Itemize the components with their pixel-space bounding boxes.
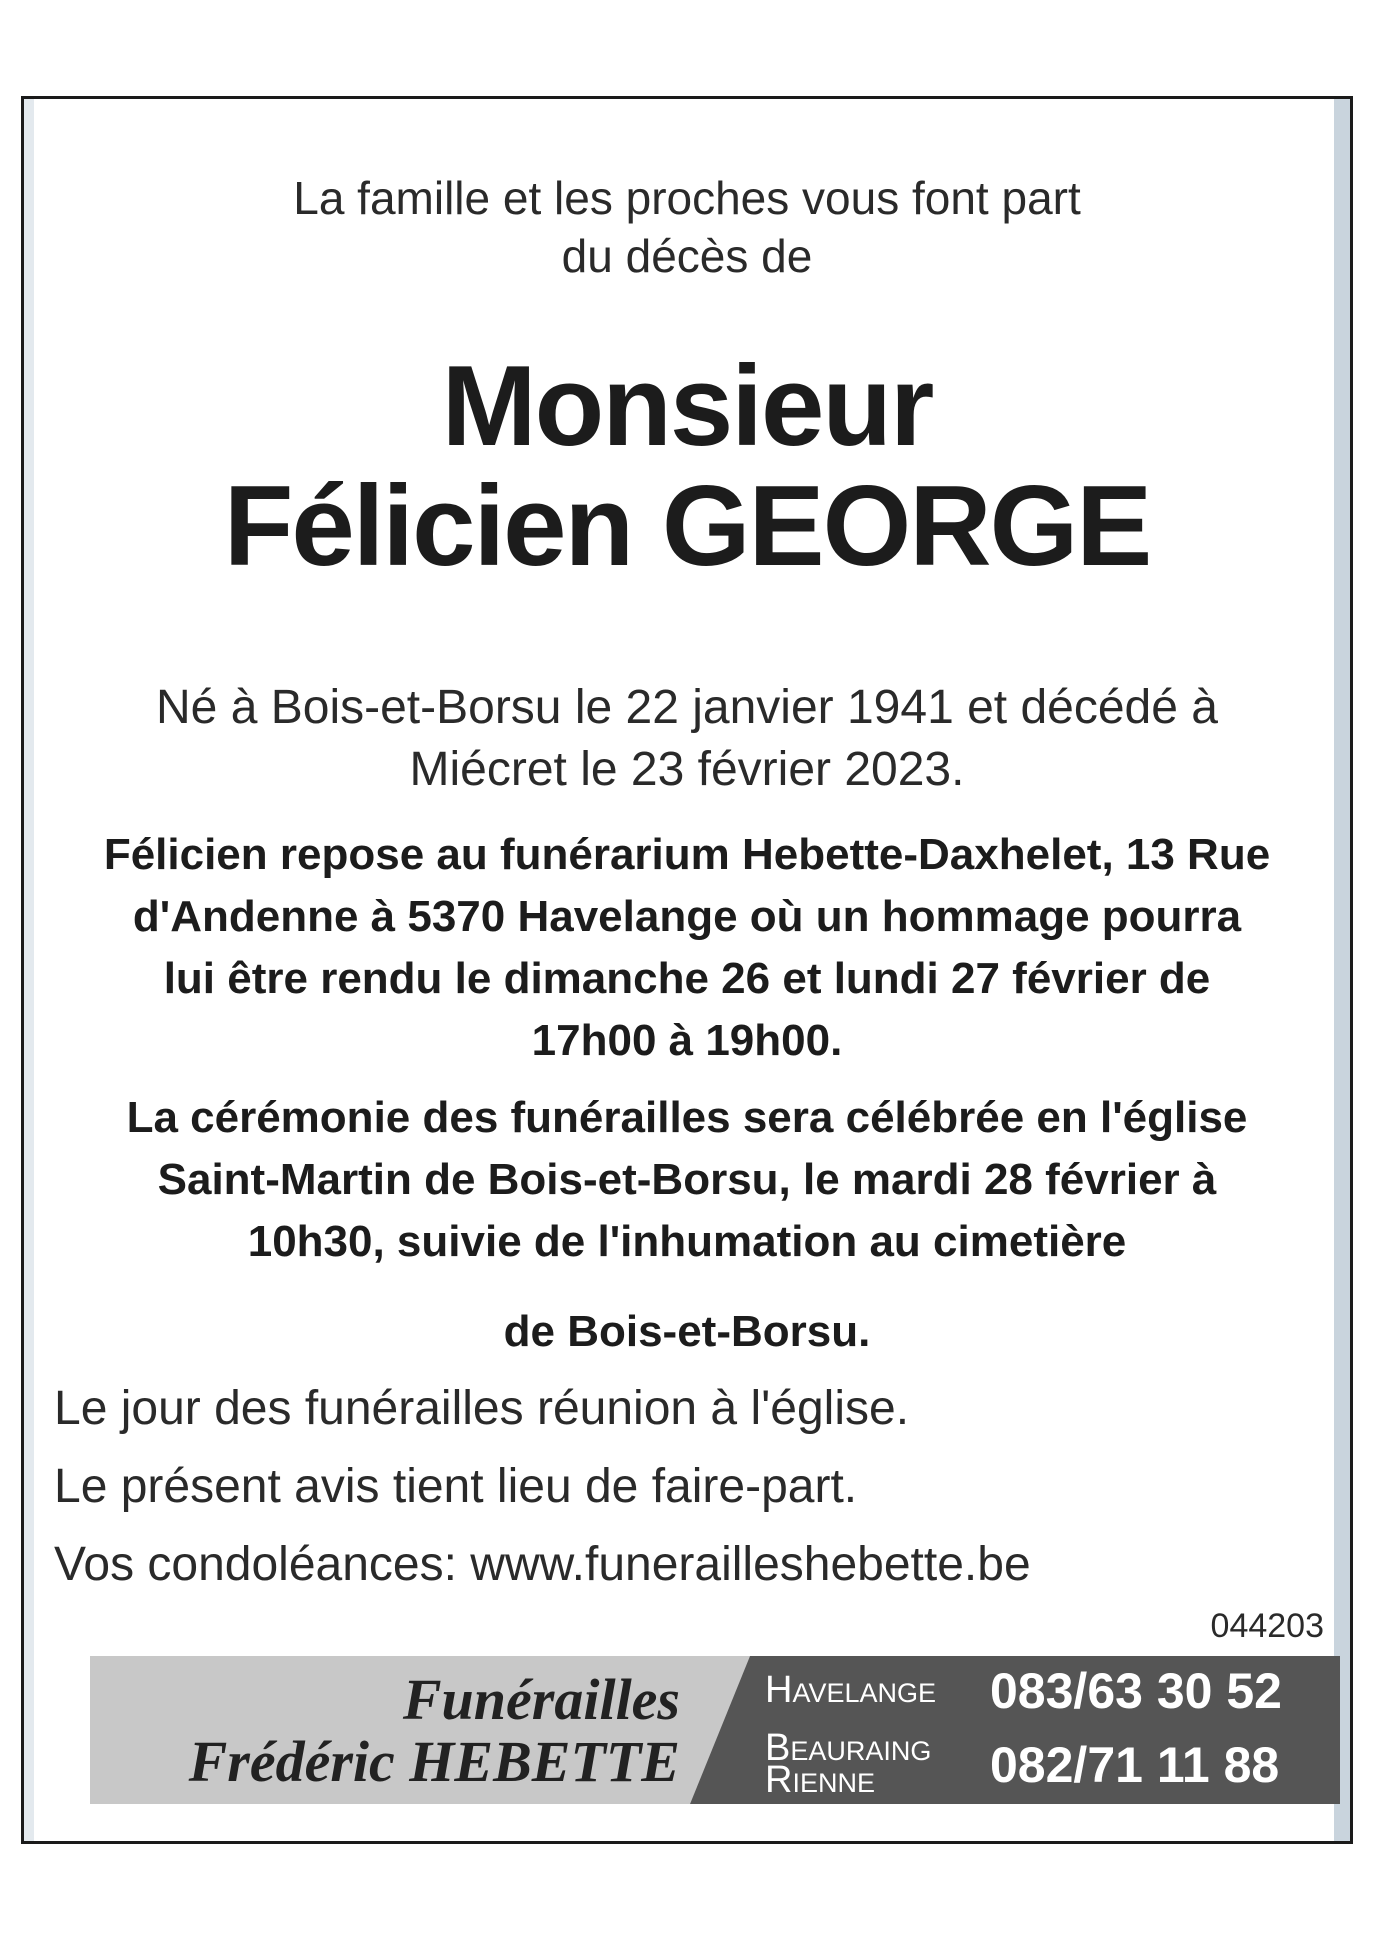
birth-line-1: Né à Bois-et-Borsu le 22 janvier 1941 et décédé à <box>156 681 1218 734</box>
condolences-note: Vos condoléances: www.funerailleshebette.be <box>54 1538 1031 1591</box>
repose-line-1: Félicien repose au funérarium Hebette-Daxhelet, 13 Rue <box>103 830 1271 879</box>
ceremony-info-end <box>24 1301 1350 1363</box>
repose-info <box>24 824 1350 1072</box>
brand-line-1: Funérailles <box>402 1667 680 1732</box>
brand-line-2: Frédéric HEBETTE <box>188 1729 680 1794</box>
faire-part-note: Le présent avis tient lieu de faire-part. <box>54 1460 858 1513</box>
phone-beauraing-rienne: 082/71 11 88 <box>990 1737 1280 1793</box>
deceased-name <box>24 343 1350 590</box>
ceremony-line-3: 10h30, suivie de l'inhumation au cimetière <box>247 1217 1127 1266</box>
ceremony-line-4: de Bois-et-Borsu. <box>503 1307 871 1356</box>
birth-death-info <box>24 677 1350 801</box>
repose-line-3: lui être rendu le dimanche 26 et lundi 27 février de <box>163 954 1211 1003</box>
reunion-note: Le jour des funérailles réunion à l'église. <box>54 1382 910 1435</box>
birth-line-2: Miécret le 23 février 2023. <box>409 743 965 796</box>
repose-line-2: d'Andenne à 5370 Havelange où un hommage pourra <box>132 892 1242 941</box>
location-havelange: Havelange <box>765 1669 936 1711</box>
ceremony-info <box>24 1087 1350 1273</box>
death-notice <box>21 96 1353 1844</box>
reference-number: 044203 <box>1210 1607 1324 1645</box>
location-beauraing: Beauraing <box>765 1727 932 1769</box>
phone-havelange: 083/63 30 52 <box>990 1663 1282 1719</box>
funeral-home-banner <box>90 1656 1340 1804</box>
intro-text <box>24 169 1350 285</box>
full-name: Félicien GEORGE <box>223 463 1151 590</box>
ceremony-line-2: Saint-Martin de Bois-et-Borsu, le mardi 28 février à <box>157 1155 1217 1204</box>
intro-line-2: du décès de <box>561 230 813 282</box>
location-rienne: Rienne <box>765 1759 875 1801</box>
intro-line-1: La famille et les proches vous font part <box>293 172 1081 224</box>
ceremony-line-1: La cérémonie des funérailles sera célébrée en l'église <box>126 1093 1248 1142</box>
honorific: Monsieur <box>441 343 933 470</box>
repose-line-4: 17h00 à 19h00. <box>531 1016 843 1065</box>
